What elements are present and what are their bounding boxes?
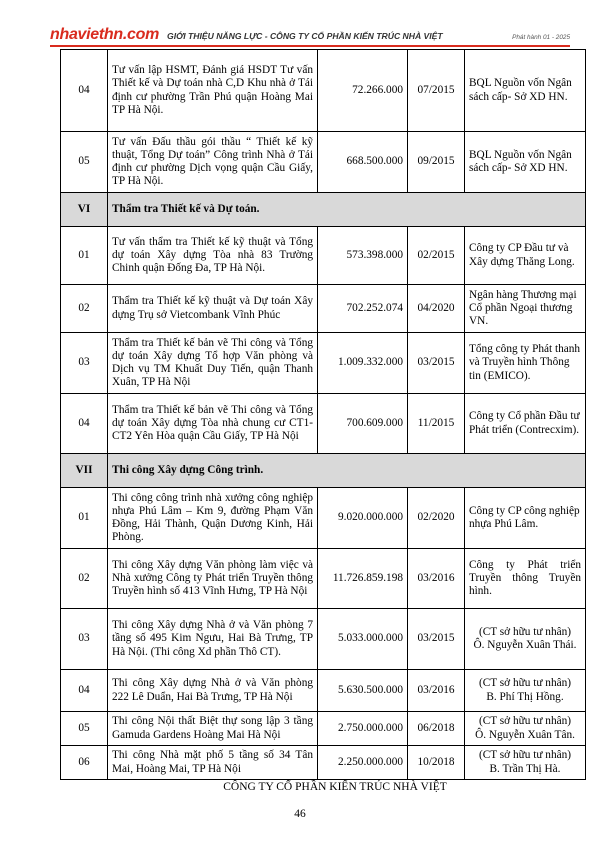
table-row xyxy=(61,488,586,549)
project-description: Thẩm tra Thiết kế bản vẽ Thi công và Tổng dự toán Xây dựng Tổ hợp Văn phòng và Dịch vụ TM Khuất Duy Tiến, quận Thanh Xuân, TP Hà Nội xyxy=(108,333,318,394)
row-number: 01 xyxy=(61,488,108,549)
table-row xyxy=(61,712,586,746)
table-row xyxy=(61,227,586,285)
table-row xyxy=(61,549,586,609)
project-description: Thi công Xây dựng Nhà ở và Văn phòng 7 tầng số 495 Kim Ngưu, Hai Bà Trưng, TP Hà Nội. (Thi công Xd phần Thô CT). xyxy=(108,609,318,670)
completion-date: 10/2018 xyxy=(408,746,465,780)
contract-value: 573.398.000 xyxy=(318,227,408,285)
completion-date: 06/2018 xyxy=(408,712,465,746)
contract-value: 9.020.000.000 xyxy=(318,488,408,549)
client-name: Công ty CP công nghiệp nhựa Phú Lâm. xyxy=(465,488,586,549)
client-name: (CT sở hữu tư nhân) B. Phí Thị Hồng. xyxy=(465,670,586,712)
completion-date: 09/2015 xyxy=(408,132,465,193)
contract-value: 2.750.000.000 xyxy=(318,712,408,746)
project-description: Thi công Nội thất Biệt thự song lập 3 tầng Gamuda Gardens Hoàng Mai Hà Nội xyxy=(108,712,318,746)
table-row xyxy=(61,333,586,394)
project-description: Tư vấn Đấu thầu gói thầu “ Thiết kế kỹ thuật, Tổng Dự toán” Công trình Nhà ở Tái định cư phường Dịch vọng quận Cầu Giấy, TP Hà Nội. xyxy=(108,132,318,193)
row-number: 05 xyxy=(61,132,108,193)
client-name: BQL Nguồn vốn Ngân sách cấp- Sở XD HN. xyxy=(465,132,586,193)
project-description: Thi công Nhà mặt phố 5 tầng số 34 Tân Mai, Hoàng Mai, TP Hà Nội xyxy=(108,746,318,780)
project-description: Thi công Xây dựng Nhà ở và Văn phòng 222 Lê Duẩn, Hai Bà Trưng, TP Hà Nội xyxy=(108,670,318,712)
row-number: 04 xyxy=(61,394,108,454)
header-tagline: GIỚI THIỆU NĂNG LỰC - CÔNG TY CỔ PHẦN KIẾN TRÚC NHÀ VIỆT xyxy=(167,31,443,41)
contract-value: 1.009.332.000 xyxy=(318,333,408,394)
row-number: 03 xyxy=(61,333,108,394)
table-row xyxy=(61,609,586,670)
completion-date: 02/2020 xyxy=(408,488,465,549)
projects-table xyxy=(60,49,586,780)
section-header-row xyxy=(61,193,586,227)
section-header-row xyxy=(61,454,586,488)
project-description: Thi công Xây dựng Văn phòng làm việc và Nhà xưởng Công ty Phát triển Truyền thông Truyền hình số 413 Vĩnh Hưng, TP Hà Nội xyxy=(108,549,318,609)
completion-date: 11/2015 xyxy=(408,394,465,454)
completion-date: 03/2016 xyxy=(408,549,465,609)
contract-value: 702.252.074 xyxy=(318,285,408,333)
section-number: VI xyxy=(61,193,108,227)
table-row xyxy=(61,394,586,454)
section-title: Thẩm tra Thiết kế và Dự toán. xyxy=(108,193,586,227)
row-number: 04 xyxy=(61,670,108,712)
completion-date: 03/2016 xyxy=(408,670,465,712)
client-name: (CT sở hữu tư nhân) Ô. Nguyễn Xuân Tân. xyxy=(465,712,586,746)
row-number: 01 xyxy=(61,227,108,285)
completion-date: 07/2015 xyxy=(408,50,465,132)
client-name: Tổng công ty Phát thanh và Truyền hình Thông tin (EMICO). xyxy=(465,333,586,394)
row-number: 03 xyxy=(61,609,108,670)
release-label: Phát hành 01 - 2025 xyxy=(512,34,570,41)
page-header xyxy=(50,22,570,44)
client-name: Ngân hàng Thương mại Cổ phần Ngoại thương VN. xyxy=(465,285,586,333)
section-number: VII xyxy=(61,454,108,488)
client-name: (CT sở hữu tư nhân) Ô. Nguyễn Xuân Thái. xyxy=(465,609,586,670)
completion-date: 03/2015 xyxy=(408,333,465,394)
project-description: Thẩm tra Thiết kế kỹ thuật và Dự toán Xây dựng Trụ sở Vietcombank Vĩnh Phúc xyxy=(108,285,318,333)
contract-value: 668.500.000 xyxy=(318,132,408,193)
row-number: 02 xyxy=(61,285,108,333)
table-row xyxy=(61,746,586,780)
page-number: 46 xyxy=(294,808,306,820)
completion-date: 04/2020 xyxy=(408,285,465,333)
project-description: Thi công công trình nhà xưởng công nghiệp nhựa Phú Lâm – Km 9, đường Phạm Văn Đồng, Hải Thành, Quận Dương Kinh, Hải Phòng. xyxy=(108,488,318,549)
client-name: Công ty Cổ phần Đầu tư Phát triển (Contrecxim). xyxy=(465,394,586,454)
table-row xyxy=(61,670,586,712)
table-row xyxy=(61,50,586,132)
contract-value: 5.033.000.000 xyxy=(318,609,408,670)
footer-company-name: CÔNG TY CỔ PHẦN KIẾN TRÚC NHÀ VIỆT xyxy=(223,781,447,793)
contract-value: 72.266.000 xyxy=(318,50,408,132)
company-logo: nhaviethn.com xyxy=(50,26,160,43)
client-name: Công ty CP Đầu tư và Xây dựng Thăng Long. xyxy=(465,227,586,285)
table-row xyxy=(61,132,586,193)
row-number: 02 xyxy=(61,549,108,609)
contract-value: 2.250.000.000 xyxy=(318,746,408,780)
section-title: Thi công Xây dựng Công trình. xyxy=(108,454,586,488)
client-name: BQL Nguồn vốn Ngân sách cấp- Sở XD HN. xyxy=(465,50,586,132)
contract-value: 700.609.000 xyxy=(318,394,408,454)
client-name: (CT sở hữu tư nhân) B. Trần Thị Hà. xyxy=(465,746,586,780)
row-number: 05 xyxy=(61,712,108,746)
project-description: Thẩm tra Thiết kế bản vẽ Thi công và Tổng dự toán Xây dựng Tòa nhà chung cư CT1-CT2 Yên Hòa quận Cầu Giấy, TP Hà Nội xyxy=(108,394,318,454)
client-name: Công ty Phát triển Truyền thông Truyền hình. xyxy=(465,549,586,609)
table-row xyxy=(61,285,586,333)
project-description: Tư vấn thẩm tra Thiết kế kỹ thuật và Tổng dự toán Xây dựng Tòa nhà 83 Trường Chinh quận Đống Đa, TP Hà Nội. xyxy=(108,227,318,285)
header-rule xyxy=(50,45,570,47)
contract-value: 5.630.500.000 xyxy=(318,670,408,712)
contract-value: 11.726.859.198 xyxy=(318,549,408,609)
completion-date: 02/2015 xyxy=(408,227,465,285)
row-number: 06 xyxy=(61,746,108,780)
project-description: Tư vấn lập HSMT, Đánh giá HSDT Tư vấn Thiết kế và Dự toán nhà C,D Khu nhà ở Tái định cư phường Trần Phú quận Hoàng Mai TP Hà Nội. xyxy=(108,50,318,132)
completion-date: 03/2015 xyxy=(408,609,465,670)
row-number: 04 xyxy=(61,50,108,132)
